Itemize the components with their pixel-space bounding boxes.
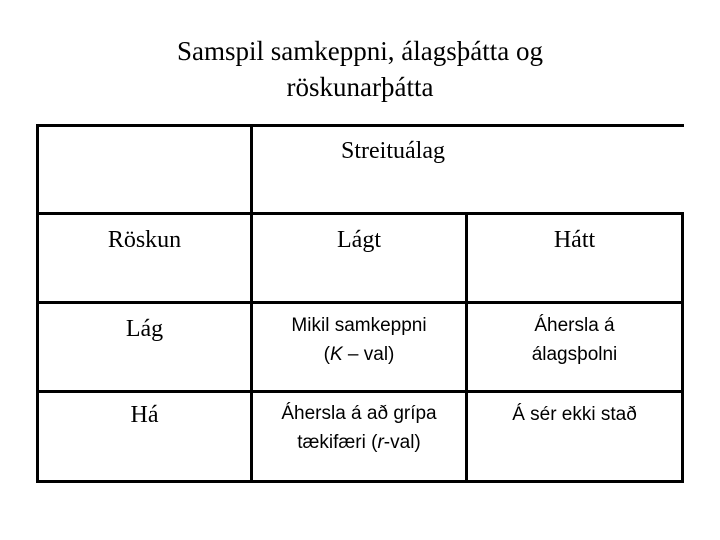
cell-high-low-line2 <box>281 428 436 457</box>
col-header-high <box>468 215 681 265</box>
cell-high-high-line1: Á sér ekki stað <box>512 403 637 425</box>
cell-low-low-line2-rest: – val) <box>342 344 395 365</box>
cell-low-low-line2-open: ( <box>323 344 330 365</box>
cell-high-low-line2-open: tækifæri ( <box>297 432 378 453</box>
col-header-high-label: Hátt <box>553 226 596 253</box>
cell-low-low <box>253 304 465 376</box>
cell-low-low-line2-italic: K <box>329 344 343 365</box>
group-header-stress <box>253 127 533 175</box>
table-bottom-border <box>36 480 684 483</box>
cell-low-high-line1: Áhersla á <box>534 315 615 336</box>
col-header-low <box>253 215 465 265</box>
cell-high-low-line2-italic: r <box>377 432 384 453</box>
cell-low-low-line1: Mikil samkeppni <box>291 315 427 336</box>
cell-low-high-line2: álagsþolni <box>531 344 618 365</box>
row-label-high-text: Há <box>130 401 159 428</box>
cell-high-high <box>468 393 681 435</box>
cell-low-high <box>468 304 681 376</box>
cell-high-low <box>253 393 465 463</box>
cell-high-low-line1: Áhersla á að grípa <box>281 403 437 424</box>
row-label-low-text: Lág <box>125 315 164 342</box>
slide-title-line-2: röskunarþátta <box>286 72 434 102</box>
row-label-low <box>39 304 250 354</box>
col-header-low-label: Lágt <box>337 226 381 253</box>
row-header-label: Röskun <box>107 226 182 253</box>
cell-low-low-line2 <box>291 340 426 369</box>
table-right-border <box>681 212 684 483</box>
cell-high-low-line2-rest: -val) <box>383 432 421 453</box>
row-label-high <box>39 393 250 437</box>
group-header-label: Streituálag <box>341 137 445 164</box>
row-header-disturbance <box>39 215 250 265</box>
slide-title-line-1: Samspil samkeppni, álagsþátta og <box>177 36 543 66</box>
slide-title <box>60 33 660 105</box>
